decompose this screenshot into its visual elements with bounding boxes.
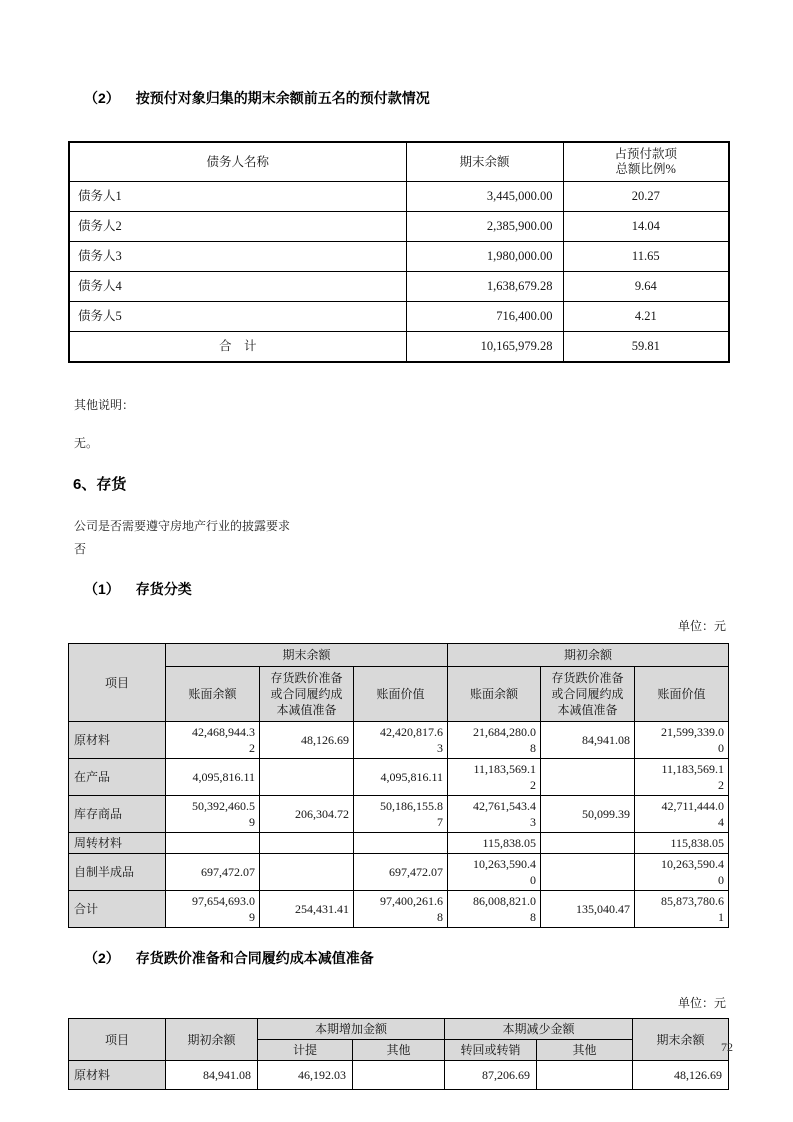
inventory-classification-table — [68, 643, 729, 928]
end-provision-cell — [260, 722, 354, 759]
beg-net-cell — [635, 854, 729, 891]
beg-book-cell — [448, 833, 541, 854]
inventory-section-heading: 6、存货 — [73, 476, 127, 493]
item-cell: 原材料 — [69, 1061, 166, 1090]
beg-provision-cell — [541, 891, 635, 928]
amount-value: 50,392,460.59 — [192, 799, 255, 829]
heading-text: 按预付对象归集的期末余额前五名的预付款情况 — [135, 90, 430, 106]
provision-header-text: 存货跌价准备或合同履约成本减值准备 — [270, 671, 343, 717]
heading-number: （2） — [84, 950, 120, 966]
amount-cell: 1,638,679.28 — [406, 272, 563, 302]
other-decrease-cell — [537, 1061, 633, 1090]
beg-net-cell — [635, 796, 729, 833]
amount-value: 50,099.39 — [582, 807, 630, 821]
amount-value: 115,838.05 — [482, 836, 536, 850]
beg-net-cell — [635, 759, 729, 796]
page-number: 72 — [721, 1040, 733, 1054]
amount-value: 11,183,569.12 — [661, 762, 724, 792]
amount-value: 42,420,817.63 — [380, 725, 443, 755]
amount-value: 97,654,693.09 — [192, 894, 255, 924]
table-row — [69, 302, 729, 332]
beg-provision-cell — [541, 759, 635, 796]
percentage-cell: 9.64 — [563, 272, 729, 302]
table-row — [69, 272, 729, 302]
amount-value: 135,040.47 — [576, 902, 630, 916]
item-header: 项目 — [69, 644, 166, 722]
amount-cell: 1,980,000.00 — [406, 242, 563, 272]
percentage-cell: 14.04 — [563, 212, 729, 242]
percentage-header — [563, 142, 729, 182]
table-total-row — [69, 891, 729, 928]
accrual-header: 计提 — [258, 1040, 353, 1061]
percentage-header-line1: 占预付款项 — [614, 147, 677, 161]
amount-value: 697,472.07 — [201, 865, 255, 879]
beg-book-cell — [448, 759, 541, 796]
table-header-row — [69, 142, 729, 182]
inventory-provision-table — [68, 1018, 729, 1090]
item-cell: 自制半成品 — [69, 854, 166, 891]
increase-group-header: 本期增加金额 — [258, 1019, 445, 1040]
amount-value: 42,711,444.04 — [661, 799, 724, 829]
amount-value: 4,095,816.11 — [380, 770, 443, 784]
ending-balance-cell: 48,126.69 — [633, 1061, 729, 1090]
other-note-value: 无。 — [74, 436, 99, 450]
end-net-cell — [354, 722, 448, 759]
ending-balance-header: 期末余额 — [633, 1019, 729, 1061]
table-row — [69, 833, 729, 854]
unit-label: 单位：元 — [677, 996, 726, 1010]
other-increase-cell — [353, 1061, 445, 1090]
beg-provision-cell — [541, 833, 635, 854]
debtor-name-cell: 债务人2 — [69, 212, 406, 242]
end-book-cell — [166, 759, 260, 796]
other-note-label: 其他说明： — [74, 398, 135, 412]
amount-value: 42,468,944.32 — [192, 725, 255, 755]
percentage-cell: 11.65 — [563, 242, 729, 272]
beg-provision-cell — [541, 796, 635, 833]
item-header: 项目 — [69, 1019, 166, 1061]
amount-value: 85,873,780.61 — [661, 894, 724, 924]
amount-value: 86,008,821.08 — [473, 894, 536, 924]
amount-value: 48,126.69 — [301, 733, 349, 747]
end-net-cell — [354, 759, 448, 796]
decrease-group-header: 本期减少金额 — [445, 1019, 633, 1040]
heading-text: 存货跌价准备和合同履约成本减值准备 — [135, 950, 374, 966]
amount-cell: 3,445,000.00 — [406, 182, 563, 212]
debtor-name-cell: 债务人1 — [69, 182, 406, 212]
amount-value: 4,095,816.11 — [192, 770, 255, 784]
end-book-cell — [166, 891, 260, 928]
table-row — [69, 242, 729, 272]
beginning-balance-group-header: 期初余额 — [448, 644, 729, 667]
inventory-provision-heading — [84, 948, 728, 968]
other-increase-header: 其他 — [353, 1040, 445, 1061]
percentage-header-line2: 总额比例% — [615, 162, 676, 176]
table-row — [69, 759, 729, 796]
end-net-cell — [354, 796, 448, 833]
amount-value: 42,761,543.43 — [473, 799, 536, 829]
table-subheader-row — [69, 667, 729, 722]
end-provision-cell — [260, 891, 354, 928]
heading-number: （2） — [84, 90, 120, 106]
provision-header — [541, 667, 635, 722]
ending-balance-group-header: 期末余额 — [166, 644, 448, 667]
end-book-cell — [166, 854, 260, 891]
heading-number: （1） — [84, 581, 120, 597]
amount-value: 84,941.08 — [582, 733, 630, 747]
beg-net-cell — [635, 891, 729, 928]
end-net-cell — [354, 854, 448, 891]
amount-value: 697,472.07 — [389, 865, 443, 879]
beg-book-cell — [448, 722, 541, 759]
amount-cell: 2,385,900.00 — [406, 212, 563, 242]
beg-net-cell — [635, 722, 729, 759]
provision-header — [260, 667, 354, 722]
debtor-name-header: 债务人名称 — [69, 142, 406, 182]
item-cell: 周转材料 — [69, 833, 166, 854]
unit-label: 单位：元 — [677, 619, 726, 633]
beg-book-cell — [448, 796, 541, 833]
amount-value: 97,400,261.68 — [380, 894, 443, 924]
table-row — [69, 1061, 729, 1090]
other-decrease-header: 其他 — [537, 1040, 633, 1061]
amount-value: 21,684,280.08 — [473, 725, 536, 755]
amount-value: 115,838.05 — [670, 836, 724, 850]
carrying-value-header: 账面价值 — [635, 667, 729, 722]
book-balance-header: 账面余额 — [448, 667, 541, 722]
beginning-balance-cell: 84,941.08 — [166, 1061, 258, 1090]
total-amount-cell: 10,165,979.28 — [406, 332, 563, 363]
real-estate-disclosure-answer: 否 — [74, 542, 87, 556]
end-provision-cell — [260, 854, 354, 891]
heading-text: 存货分类 — [135, 581, 192, 597]
end-book-cell — [166, 833, 260, 854]
beg-book-cell — [448, 891, 541, 928]
debtor-name-cell: 债务人4 — [69, 272, 406, 302]
amount-value: 50,186,155.87 — [380, 799, 443, 829]
carrying-value-header: 账面价值 — [354, 667, 448, 722]
beginning-balance-header: 期初余额 — [166, 1019, 258, 1061]
end-book-cell — [166, 722, 260, 759]
amount-value: 254,431.41 — [295, 902, 349, 916]
end-book-cell — [166, 796, 260, 833]
reversal-header: 转回或转销 — [445, 1040, 537, 1061]
table-header-row — [69, 644, 729, 667]
item-cell: 在产品 — [69, 759, 166, 796]
accrual-cell: 46,192.03 — [258, 1061, 353, 1090]
end-net-cell — [354, 891, 448, 928]
table-row — [69, 796, 729, 833]
debtor-name-cell: 债务人5 — [69, 302, 406, 332]
percentage-cell: 20.27 — [563, 182, 729, 212]
end-provision-cell — [260, 796, 354, 833]
ending-balance-header: 期末余额 — [406, 142, 563, 182]
end-provision-cell — [260, 833, 354, 854]
prepayment-section-heading — [84, 88, 728, 108]
table-row — [69, 854, 729, 891]
table-row — [69, 212, 729, 242]
amount-cell: 716,400.00 — [406, 302, 563, 332]
inventory-classification-heading — [84, 579, 728, 599]
beg-net-cell — [635, 833, 729, 854]
debtor-name-cell: 债务人3 — [69, 242, 406, 272]
amount-value: 11,183,569.12 — [473, 762, 536, 792]
table-header-row — [69, 1019, 729, 1040]
book-balance-header: 账面余额 — [166, 667, 260, 722]
beg-book-cell — [448, 854, 541, 891]
beg-provision-cell — [541, 722, 635, 759]
item-cell: 原材料 — [69, 722, 166, 759]
total-percentage-cell: 59.81 — [563, 332, 729, 363]
total-label-cell: 合 计 — [69, 332, 406, 363]
prepayment-top5-table — [68, 141, 730, 363]
item-cell: 合计 — [69, 891, 166, 928]
end-net-cell — [354, 833, 448, 854]
table-row — [69, 722, 729, 759]
amount-value: 10,263,590.40 — [661, 857, 724, 887]
reversal-cell: 87,206.69 — [445, 1061, 537, 1090]
provision-header-text: 存货跌价准备或合同履约成本减值准备 — [551, 671, 624, 717]
end-provision-cell — [260, 759, 354, 796]
amount-value: 10,263,590.40 — [473, 857, 536, 887]
page-content — [68, 0, 728, 1090]
amount-value: 21,599,339.00 — [661, 725, 724, 755]
amount-value: 206,304.72 — [295, 807, 349, 821]
percentage-cell: 4.21 — [563, 302, 729, 332]
item-cell: 库存商品 — [69, 796, 166, 833]
table-total-row — [69, 332, 729, 363]
real-estate-disclosure-question: 公司是否需要遵守房地产行业的披露要求 — [74, 519, 291, 533]
beg-provision-cell — [541, 854, 635, 891]
table-row — [69, 182, 729, 212]
